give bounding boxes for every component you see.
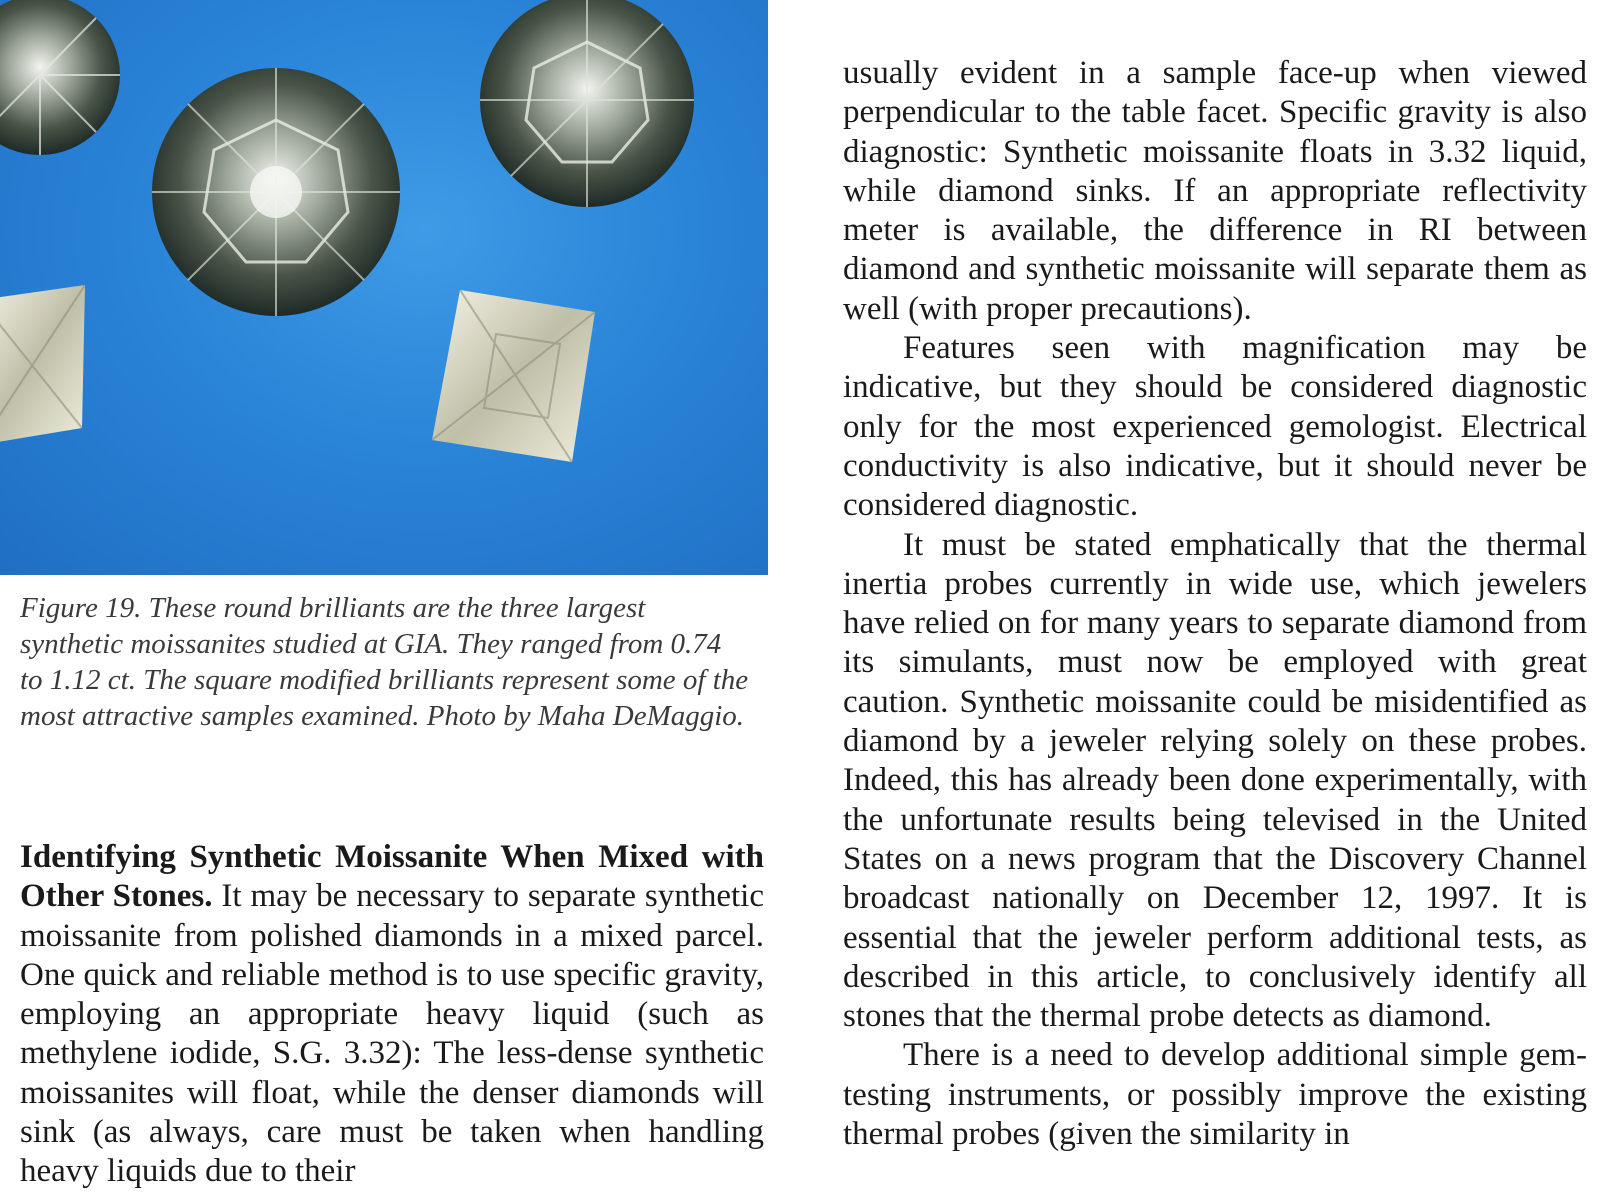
figure-caption: Figure 19. These round brilliants are the three largest synthetic moissanites studied at GIA. They ranged from 0.74 to 1.12 ct. The square modified brilliants represent some of the most attractive samples examined. Photo by Maha DeMaggio.: [20, 592, 749, 732]
right-paragraph: Features seen with magnification may be indicative, but they should be considered diagnostic only for the most experienced gemologist. Electrical conductivity is also indicative, but it should never be considered diagnostic.: [843, 330, 1587, 524]
gemstones-illustration: [0, 0, 768, 575]
left-column-body: It may be necessary to separate synthetic moissanite from polished diamonds in a mixed parcel. One quick and reliable method is to use specific gravity, employing an appropriate heavy liquid (such as methylene iodide, S.G. 3.32): The less-dense synthetic moissanites will float, while the denser diamonds will sink (as always, care must be taken when handling heavy liquids due to their: [20, 878, 764, 1190]
right-paragraph: usually evident in a sample face-up when viewed perpendicular to the table facet. Specific gravity is also diagnostic: Synthetic moissanite floats in 3.32 liquid, while diamond sinks. If an appropriate reflectivity meter is available, the difference in RI between diamond and synthetic moissanite will separate them as well (with proper precautions).: [843, 55, 1587, 327]
section-heading: Identifying Synthetic Moissanite When Mixed with Other Stones.: [20, 839, 764, 915]
right-column-text: [843, 54, 1587, 1154]
right-paragraph: There is a need to develop additional simple gem-testing instruments, or possibly improve the existing thermal probes (given the similarity in: [843, 1037, 1587, 1153]
right-paragraph: It must be stated emphatically that the thermal inertia probes currently in wide use, which jewelers have relied on for many years to separate diamond from its simulants, must now be employed with great caution. Synthetic moissanite could be misidentified as diamond by a jeweler relying solely on these probes. Indeed, this has already been done experimentally, with the unfortunate results being televised in the United States on a news program that the Discovery Channel broadcast nationally on December 12, 1997. It is essential that the jeweler perform additional tests, as described in this article, to conclusively identify all stones that the thermal probe detects as diamond.: [843, 526, 1587, 1035]
square-modified-brilliant-gem: [432, 290, 595, 462]
square-modified-brilliant-gem: [0, 285, 85, 445]
left-column-text: [20, 838, 764, 1192]
round-brilliant-gem: [480, 0, 694, 207]
round-brilliant-gem: [152, 68, 400, 316]
figure-photo: [0, 0, 768, 575]
round-brilliant-gem: [0, 0, 120, 155]
